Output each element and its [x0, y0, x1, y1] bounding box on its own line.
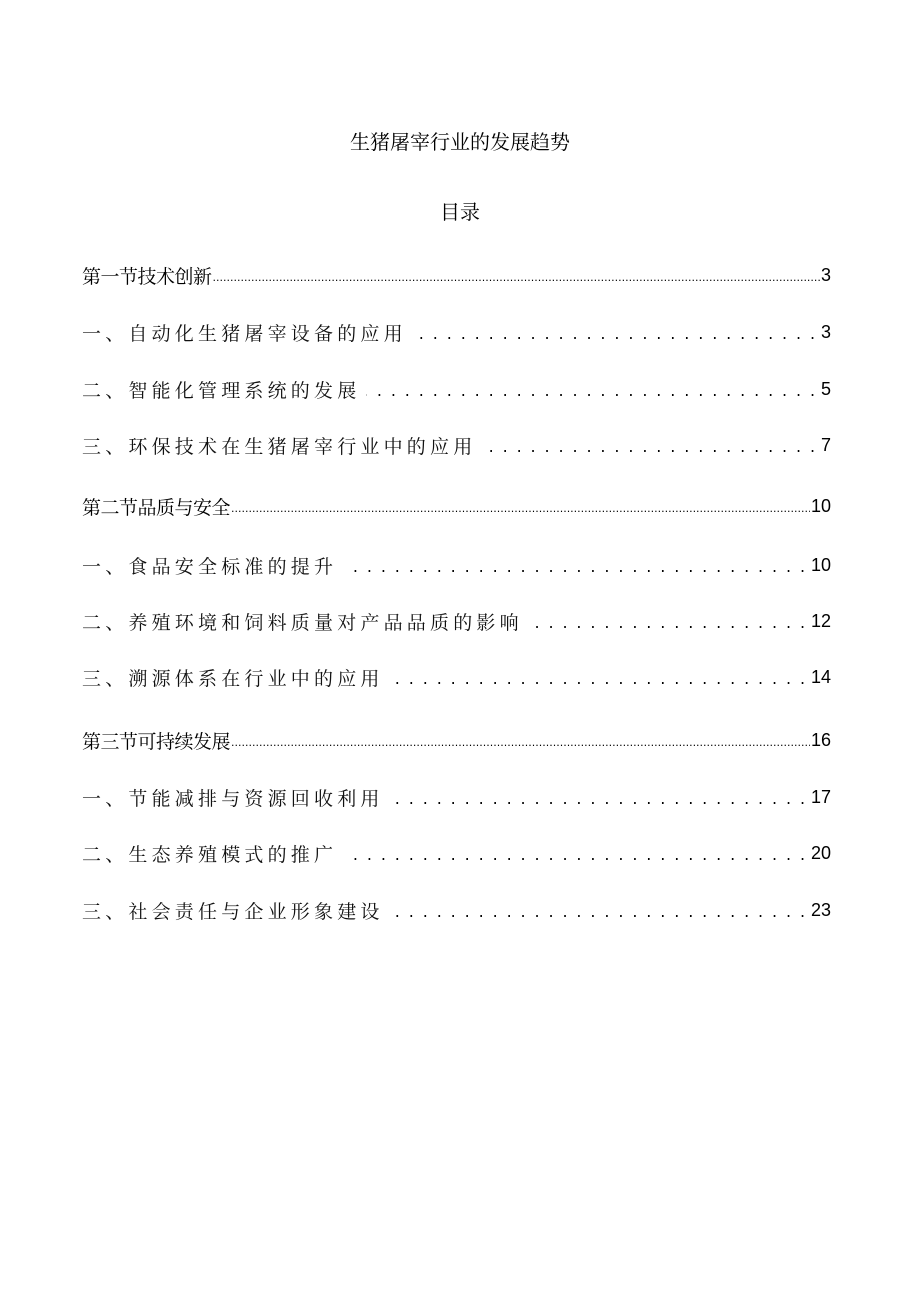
- toc-entry-section-1[interactable]: [82, 261, 831, 289]
- dot-leader: [230, 492, 811, 520]
- dot-leader: [407, 318, 821, 346]
- toc-page-number: 7: [820, 434, 831, 455]
- toc-page-number: 20: [810, 842, 831, 863]
- toc-entry-title: 三、溯源体系在行业中的应用: [82, 667, 384, 690]
- toc-entry-subsection[interactable]: [82, 431, 831, 459]
- toc-entry-title: 一、节能减排与资源回收利用: [82, 787, 384, 810]
- dot-leader: [476, 431, 821, 459]
- dot-leader: [337, 551, 811, 579]
- toc-entry-subsection[interactable]: [82, 839, 831, 867]
- toc-entry-title: 第一节技术创新: [82, 265, 212, 288]
- toc-entry-title: 三、环保技术在生猪屠宰行业中的应用: [82, 435, 477, 458]
- toc-entry-subsection[interactable]: [82, 607, 831, 635]
- toc-entry-title: 二、生态养殖模式的推广: [82, 843, 338, 866]
- toc-entry-subsection[interactable]: [82, 318, 831, 346]
- toc-entry-subsection[interactable]: [82, 551, 831, 579]
- dot-leader: [230, 726, 811, 754]
- toc-heading: 目录: [440, 200, 480, 224]
- toc-entry-subsection[interactable]: [82, 663, 831, 691]
- dot-leader: [384, 663, 811, 691]
- dot-leader: [337, 839, 811, 867]
- toc-page-number: 3: [820, 321, 831, 342]
- toc-entry-subsection[interactable]: [82, 896, 831, 924]
- toc-page-number: 10: [810, 554, 831, 575]
- toc-entry-title: 二、智能化管理系统的发展: [82, 379, 361, 402]
- toc-entry-title: 三、社会责任与企业形象建设: [82, 900, 384, 923]
- toc-page-number: 12: [810, 610, 831, 631]
- dot-leader: [384, 783, 811, 811]
- toc-page-number: 3: [820, 264, 831, 285]
- toc-page-number: 23: [810, 899, 831, 920]
- toc-entry-subsection[interactable]: [82, 375, 831, 403]
- toc-entry-title: 一、食品安全标准的提升: [82, 555, 338, 578]
- toc-entry-subsection[interactable]: [82, 783, 831, 811]
- dot-leader: [384, 896, 811, 924]
- toc-entry-title: 二、养殖环境和饲料质量对产品品质的影响: [82, 611, 523, 634]
- toc-page-number: 16: [810, 729, 831, 750]
- toc-entry-section-2[interactable]: [82, 492, 831, 520]
- dot-leader: [523, 607, 811, 635]
- toc-entry-title: 一、自动化生猪屠宰设备的应用: [82, 322, 407, 345]
- toc-page-number: 10: [810, 495, 831, 516]
- toc-entry-title: 第三节可持续发展: [82, 730, 231, 753]
- toc-entry-section-3[interactable]: [82, 726, 831, 754]
- document-title: 生猪屠宰行业的发展趋势: [350, 130, 570, 154]
- toc-page-number: 5: [820, 378, 831, 399]
- toc-page-number: 14: [810, 666, 831, 687]
- toc-entry-title: 第二节品质与安全: [82, 496, 231, 519]
- dot-leader: [212, 261, 821, 289]
- toc-page-number: 17: [810, 786, 831, 807]
- dot-leader: [360, 375, 821, 403]
